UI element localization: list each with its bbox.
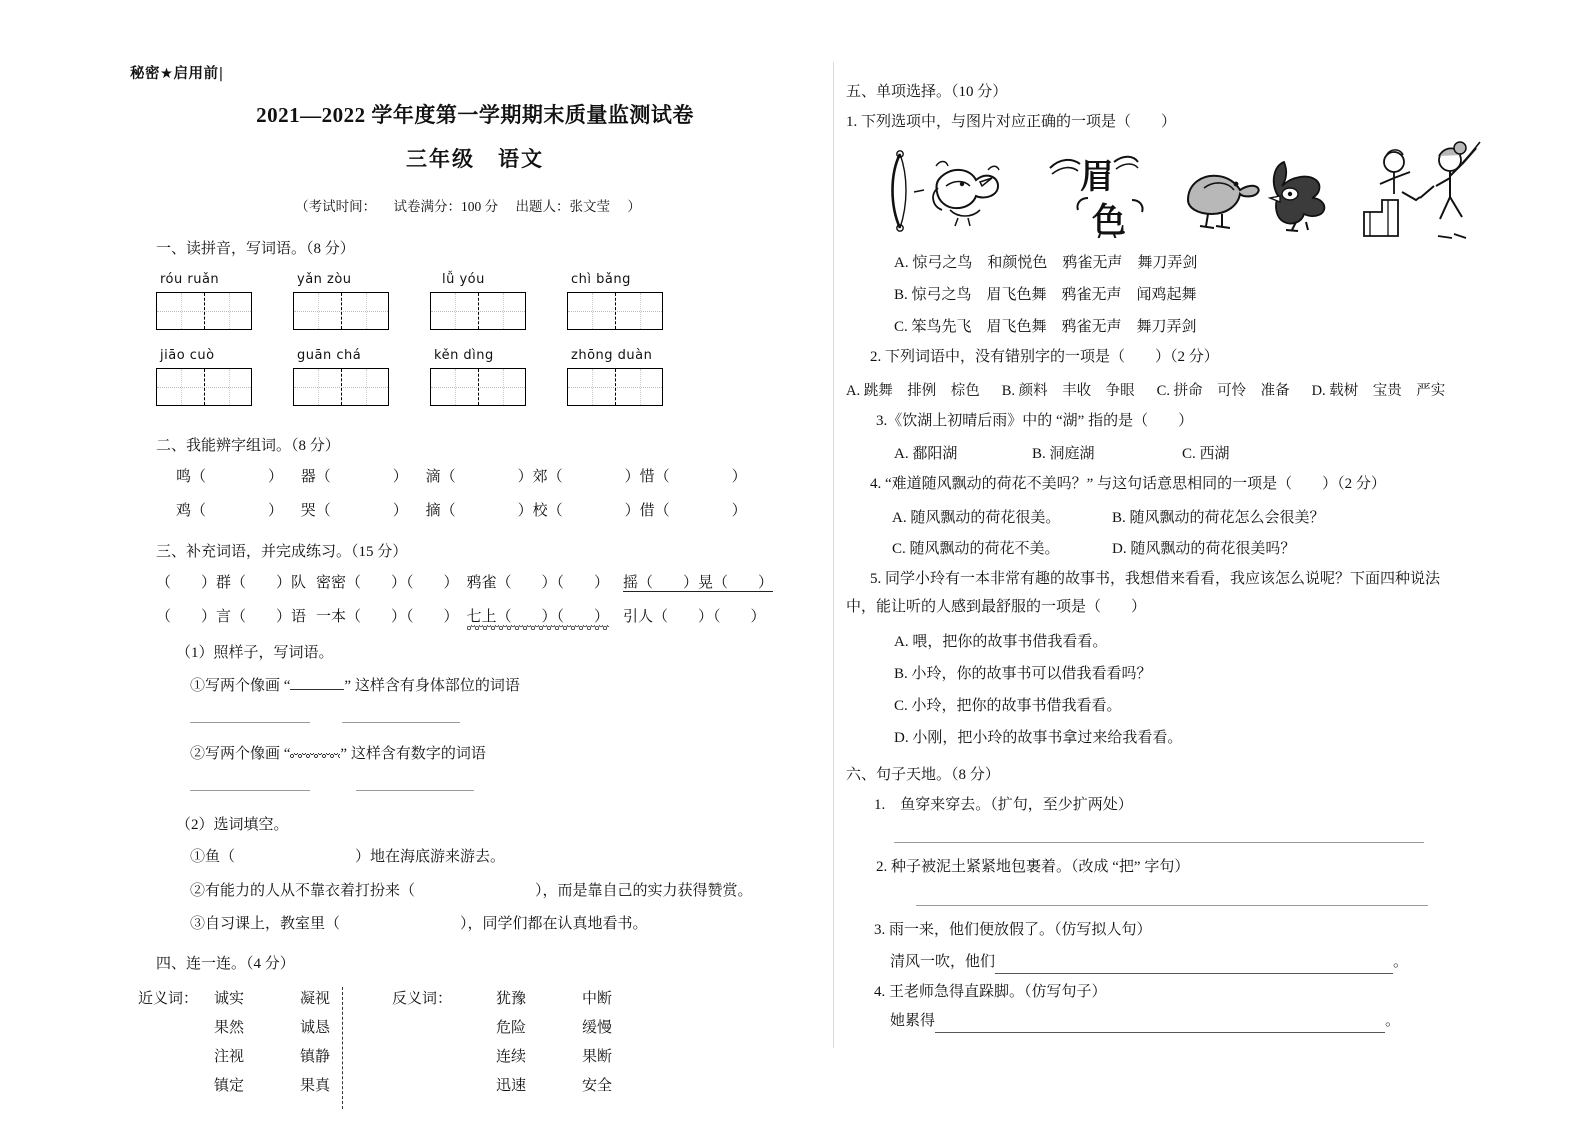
bow-startled-bird-icon <box>884 148 1024 239</box>
flying-characters-icon <box>1042 146 1152 243</box>
example-blank-wavy[interactable] <box>290 746 340 758</box>
match-word[interactable]: 镇静 <box>300 1049 331 1065</box>
answer-line[interactable] <box>995 958 1393 974</box>
option-item[interactable]: B. 颜料 丰收 争眼 <box>1001 382 1135 399</box>
pinyin-cell: guān chá <box>293 348 393 406</box>
left-column <box>130 62 820 1102</box>
total-score-label: 试卷满分：100 分 <box>393 199 499 214</box>
match-word[interactable]: 犹豫 <box>496 990 527 1007</box>
char-item[interactable]: 郊（ <box>532 469 563 485</box>
idiom-blank[interactable]: 引人（ ）（ ） <box>623 608 766 625</box>
column-divider <box>833 62 834 1048</box>
option-item[interactable]: B. 洞庭湖 <box>1032 446 1095 463</box>
section6-title: 六、句子天地。（8 分） <box>846 766 1000 783</box>
match-word[interactable]: 果然 <box>214 1019 245 1036</box>
option-row <box>846 379 1466 400</box>
option-item[interactable]: A. 鄱阳湖 <box>894 446 958 463</box>
char-item[interactable]: 哭（ <box>300 502 331 519</box>
fill-blank-item[interactable]: ②有能力的人从不靠衣着打扮来（ ），而是靠自己的实力获得赞赏。 <box>190 882 753 899</box>
question-5-3: 3.《饮湖上初晴后雨》中的 “湖” 指的是（ ） <box>876 412 1194 429</box>
writing-box[interactable] <box>156 292 252 330</box>
idiom-row-1 <box>130 572 820 595</box>
question-6-2: 2. 种子被泥土紧紧地包裹着。（改成 “把” 字句） <box>876 859 1190 876</box>
two-birds-icon <box>1166 150 1346 239</box>
option-item[interactable]: A. 惊弓之鸟 和颜悦色 鸦雀无声 舞刀弄剑 <box>894 254 1198 271</box>
match-word[interactable]: 凝视 <box>300 990 331 1007</box>
pinyin-cell: jiāo cuò <box>156 348 256 406</box>
sword-dance-children-icon <box>1354 140 1484 245</box>
answer-line[interactable] <box>356 790 474 791</box>
question-6-3-answer: 清风一吹，他们 。 <box>846 952 1466 974</box>
table-row <box>138 985 820 1014</box>
match-word[interactable]: 诚实 <box>214 990 245 1007</box>
char-word-row: 鸡（ ） 哭（ ） 摘（ ）校（ ）借（ ） <box>176 502 747 519</box>
option-row <box>846 442 1466 463</box>
option-item[interactable]: D. 载树 宝贵 严实 <box>1311 382 1446 399</box>
page-title: 2021—2022 学年度第一学期期末质量监测试卷 <box>256 103 694 127</box>
match-word[interactable]: 诚恳 <box>300 1019 331 1036</box>
pinyin-cell: róu ruǎn <box>156 272 256 330</box>
section3-sub2-title: （2）选词填空。 <box>176 816 289 833</box>
question-6-4-answer: 她累得 。 <box>846 1011 1466 1033</box>
char-item[interactable]: 鸣（ <box>176 469 207 485</box>
question-5-4: 4. “难道随风飘动的荷花不美吗？” 与这句话意思相同的一项是（ ）（2 分） <box>870 476 1386 493</box>
option-item[interactable]: C. 西湖 <box>1182 446 1230 463</box>
fill-blank-item[interactable]: ③自习课上，教室里（ ），同学们都在认真地看书。 <box>190 916 648 932</box>
match-word[interactable]: 缓慢 <box>582 1019 613 1036</box>
question-6-4: 4. 王老师急得直跺脚。（仿写句子） <box>874 983 1107 1000</box>
option-item[interactable]: B. 小玲，你的故事书可以借我看看吗？ <box>894 665 1152 682</box>
section3-sub1-title: （1）照样子，写词语。 <box>176 645 334 661</box>
section4-title: 四、连一连。（4 分） <box>156 955 295 972</box>
option-item[interactable]: C. 拼命 可怜 准备 <box>1156 382 1290 399</box>
section2-title: 二、我能辨字组词。（8 分） <box>156 438 340 454</box>
author-label: 出题人：张文莹 <box>515 199 610 214</box>
idiom-blank[interactable]: 鸦雀（ ）（ ） <box>466 575 610 591</box>
section1-title: 一、读拼音，写词语。（8 分） <box>156 241 355 257</box>
table-row <box>138 1014 820 1043</box>
option-item[interactable]: A. 随风飘动的荷花很美。 <box>892 510 1061 526</box>
pinyin-row-1 <box>130 272 820 344</box>
page-subtitle: 三年级 语文 <box>406 147 544 171</box>
question-5-2: 2. 下列词语中，没有错别字的一项是（ ）（2 分） <box>870 348 1219 365</box>
match-word[interactable]: 危险 <box>496 1019 527 1036</box>
option-item[interactable]: C. 小玲，把你的故事书借我看看。 <box>894 697 1122 714</box>
idiom-blank[interactable]: （ ）言（ ）语 <box>156 608 307 625</box>
section3-sub1-item1: ①写两个像画 “ ” 这样含有身体部位的词语 <box>190 677 520 694</box>
pinyin-cell: yǎn zòu <box>293 272 393 330</box>
match-word[interactable]: 果断 <box>582 1049 613 1065</box>
paren-close: ） <box>627 199 641 214</box>
writing-box[interactable] <box>430 368 526 406</box>
answer-line[interactable] <box>894 842 1424 843</box>
svg-text:眉: 眉 <box>1080 156 1114 197</box>
antonym-label: 反义词： <box>392 990 453 1007</box>
match-word[interactable]: 连续 <box>496 1049 527 1065</box>
writing-box[interactable] <box>293 368 389 406</box>
answer-line[interactable] <box>935 1017 1385 1033</box>
char-item[interactable]: 摘（ <box>425 502 456 519</box>
right-column <box>846 80 1466 1033</box>
option-item[interactable]: D. 随风飘动的荷花很美吗？ <box>1112 541 1296 557</box>
option-item[interactable]: C. 随风飘动的荷花不美。 <box>892 541 1060 557</box>
idiom-blank-wavy[interactable]: 七上（ ）（ ） <box>467 609 610 632</box>
char-item[interactable]: 器（ <box>300 469 331 485</box>
question-5-5-line1: 5. 同学小玲有一本非常有趣的故事书，我想借来看看，我应该怎么说呢？下面四种说法 <box>870 571 1441 587</box>
pinyin-row-2 <box>130 348 820 420</box>
match-word[interactable]: 注视 <box>214 1049 245 1065</box>
idiom-blank-underlined[interactable]: 摇（ ）晃（ ） <box>623 575 774 591</box>
idiom-blank[interactable]: （ ）群（ ）队 <box>156 575 307 591</box>
section3-title: 三、补充词语，并完成练习。（15 分） <box>156 544 408 560</box>
char-item[interactable]: 滴（ <box>425 469 456 485</box>
match-word[interactable]: 果真 <box>300 1078 331 1095</box>
match-word[interactable]: 迅速 <box>496 1078 527 1095</box>
fill-blank-item[interactable]: ①鱼（ ）地在海底游来游去。 <box>190 849 506 865</box>
char-item[interactable]: 校（ <box>532 502 563 519</box>
option-row <box>846 537 1466 558</box>
option-item[interactable]: A. 跳舞 排例 棕色 <box>846 382 980 399</box>
option-item[interactable]: B. 随风飘动的荷花怎么会很美？ <box>1112 510 1325 526</box>
writing-box[interactable] <box>567 292 663 330</box>
writing-box[interactable] <box>293 292 389 330</box>
match-divider <box>342 987 343 1109</box>
writing-box[interactable] <box>156 368 252 406</box>
answer-line[interactable] <box>190 790 310 791</box>
exam-time-label: （考试时间： <box>295 199 377 214</box>
answer-line[interactable] <box>342 722 460 723</box>
idiom-row-2 <box>130 606 820 629</box>
secret-label: 秘密★启用前| <box>130 66 224 82</box>
option-item[interactable]: D. 小刚，把小玲的故事书拿过来给我看看。 <box>894 729 1183 746</box>
option-row <box>846 506 1466 527</box>
match-table <box>130 985 820 1102</box>
synonym-label: 近义词： <box>138 990 199 1007</box>
pinyin-cell: kěn dìng <box>430 348 530 406</box>
pinyin-cell: chì bǎng <box>567 272 667 330</box>
question-5-5-line2: 中，能让听的人感到最舒服的一项是（ ） <box>846 598 1147 615</box>
answer-lines-1 <box>130 713 820 731</box>
match-word[interactable]: 中断 <box>582 990 613 1007</box>
exam-meta <box>130 195 820 215</box>
pinyin-cell: lǚ yóu <box>430 272 530 330</box>
char-word-row: 鸣（ ） 器（ ） 滴（ ）郊（ ）惜（ ） <box>176 469 747 485</box>
question-6-3: 3. 雨一来，他们便放假了。（仿写拟人句） <box>874 922 1152 938</box>
table-row <box>138 1072 820 1101</box>
match-word[interactable]: 安全 <box>582 1078 613 1095</box>
option-item[interactable]: C. 笨鸟先飞 眉飞色舞 鸦雀无声 舞刀弄剑 <box>894 318 1197 335</box>
char-item[interactable]: 鸡（ <box>176 502 207 519</box>
option-item[interactable]: B. 惊弓之鸟 眉飞色舞 鸦雀无声 闻鸡起舞 <box>894 286 1197 303</box>
answer-line[interactable] <box>190 722 310 723</box>
idiom-blank[interactable]: 一本（ ）（ ） <box>316 608 459 625</box>
section3-sub1-item2: ②写两个像画 “ ” 这样含有数字的词语 <box>190 746 486 762</box>
char-item[interactable]: 惜（ <box>639 469 670 485</box>
char-item[interactable]: 借（ <box>639 502 670 519</box>
question-6-1: 1. 鱼穿来穿去。（扩句，至少扩两处） <box>874 796 1133 813</box>
option-item[interactable]: A. 喂，把你的故事书借我看看。 <box>894 633 1108 650</box>
svg-text:色: 色 <box>1092 200 1126 238</box>
idiom-illustrations <box>846 140 1466 240</box>
pinyin-cell: zhōng duàn <box>567 348 667 406</box>
question-5-1: 1. 下列选项中，与图片对应正确的一项是（ ） <box>846 114 1177 130</box>
match-word[interactable]: 镇定 <box>214 1078 245 1095</box>
table-row <box>138 1043 820 1072</box>
idiom-blank[interactable]: 密密（ ）（ ） <box>316 575 459 591</box>
answer-lines-2 <box>130 782 820 800</box>
example-blank[interactable] <box>290 689 344 690</box>
writing-box[interactable] <box>567 368 663 406</box>
writing-box[interactable] <box>430 292 526 330</box>
section5-title: 五、单项选择。（10 分） <box>846 84 1008 100</box>
answer-line[interactable] <box>916 905 1428 906</box>
